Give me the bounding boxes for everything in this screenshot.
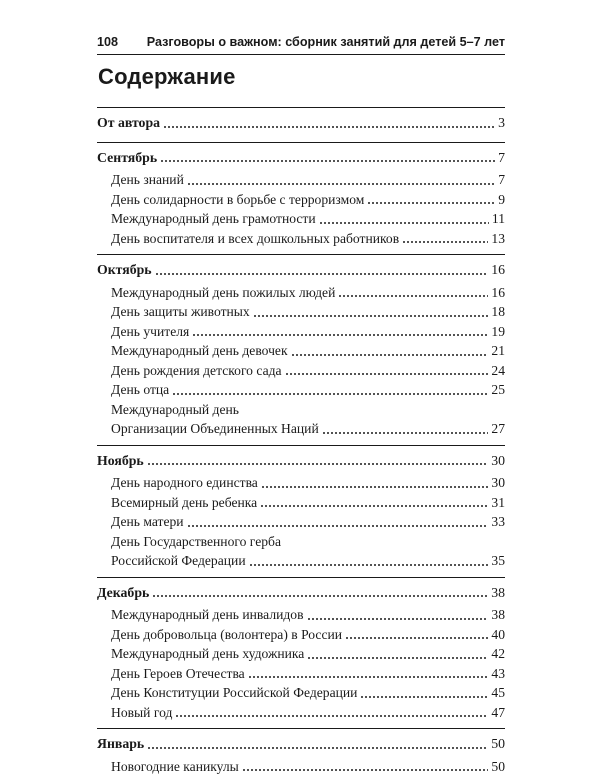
entry-page-number: 35 <box>491 553 505 568</box>
dot-leader <box>152 595 488 597</box>
entry-page-number: 38 <box>491 607 505 622</box>
dot-leader <box>172 393 488 395</box>
dot-leader <box>319 222 489 224</box>
dot-leader <box>187 525 489 527</box>
running-title: Разговоры о важном: сборник занятий для детей 5–7 лет <box>146 35 505 49</box>
toc-entry <box>97 361 505 381</box>
dot-leader <box>307 657 488 659</box>
section-title: От автора <box>97 115 161 130</box>
dot-leader <box>163 126 495 128</box>
entry-title: Международный день пожилых людей <box>111 284 336 300</box>
dot-leader <box>402 241 488 243</box>
entry-page-number: 43 <box>491 665 505 681</box>
toc-entry <box>97 283 505 303</box>
entry-page-number: 40 <box>491 626 505 642</box>
toc-entry <box>97 170 505 190</box>
page-title: Содержание <box>98 64 236 89</box>
entry-title: Всемирный день ребенка <box>111 494 258 510</box>
entry-title: День воспитателя и всех дошкольных работников <box>111 230 400 246</box>
toc-section-heading <box>97 113 505 133</box>
toc-entry <box>97 229 505 249</box>
dot-leader <box>192 334 488 336</box>
toc-entry <box>97 683 505 703</box>
entry-page-number: 42 <box>491 646 505 661</box>
section-page-number: 3 <box>498 115 505 130</box>
dot-leader <box>291 354 489 356</box>
toc-section-heading <box>97 260 505 280</box>
toc-entry <box>97 625 505 645</box>
dot-leader <box>147 463 489 465</box>
section-title: Декабрь <box>97 584 150 600</box>
dot-leader <box>367 202 495 204</box>
toc-section <box>97 142 505 255</box>
entry-title: Международный день инвалидов <box>111 607 304 622</box>
toc-section <box>97 445 505 577</box>
dot-leader <box>360 696 488 698</box>
entry-title: Российской Федерации <box>111 553 246 568</box>
entry-page-number: 33 <box>491 514 505 529</box>
dot-leader <box>249 564 489 566</box>
toc-entry <box>97 209 505 229</box>
section-title: Октябрь <box>97 262 152 277</box>
dot-leader <box>155 273 489 275</box>
toc-section <box>97 728 505 782</box>
toc-entry <box>97 605 505 625</box>
dot-leader <box>147 747 488 749</box>
entry-page-number: 47 <box>491 704 505 720</box>
entry-page-number: 24 <box>491 362 505 378</box>
entry-title: День добровольца (волонтера) в России <box>111 626 343 642</box>
entry-page-number: 31 <box>491 494 505 510</box>
entry-page-number: 30 <box>491 475 505 490</box>
dot-leader <box>285 373 489 375</box>
entry-page-number: 11 <box>491 211 505 226</box>
entry-title: Международный день художника <box>111 646 305 661</box>
toc-entry <box>97 341 505 361</box>
entry-title: День отца <box>111 382 170 397</box>
toc-entry <box>97 302 505 322</box>
toc-section-heading <box>97 148 505 168</box>
toc-entry <box>97 493 505 513</box>
entry-page-number: 50 <box>491 758 505 774</box>
toc-section-heading <box>97 583 505 603</box>
entry-title: День Героев Отечества <box>111 665 245 681</box>
section-page-number: 30 <box>491 452 505 468</box>
entry-page-number: 9 <box>498 191 505 207</box>
entry-title: Международный день грамотности <box>111 211 316 226</box>
toc-entry <box>97 664 505 684</box>
dot-leader <box>345 637 488 639</box>
entry-title: День учителя <box>111 323 190 339</box>
dot-leader <box>248 676 489 678</box>
page-number: 108 <box>97 35 119 49</box>
dot-leader <box>175 715 488 717</box>
toc-entry <box>97 644 505 664</box>
entry-page-number: 25 <box>491 382 505 397</box>
entry-page-number: 18 <box>491 304 505 319</box>
toc-entry <box>97 473 505 493</box>
dot-leader <box>338 295 488 297</box>
entry-page-number: 7 <box>498 172 505 187</box>
header-rule <box>97 54 505 55</box>
dot-leader <box>322 432 489 434</box>
dot-leader <box>187 183 495 185</box>
entry-page-number: 19 <box>491 323 505 339</box>
entry-title: День народного единства <box>111 475 258 490</box>
entry-title: Новогодние каникулы <box>111 758 239 774</box>
entry-title: Новый год <box>111 704 173 720</box>
entry-title: День защиты животных <box>111 304 250 319</box>
section-page-number: 50 <box>491 736 505 751</box>
entry-title: Организации Объединенных Наций <box>111 421 319 436</box>
dot-leader <box>261 486 489 488</box>
dot-leader <box>242 769 489 771</box>
toc-entry <box>97 512 505 532</box>
running-header <box>97 31 505 53</box>
entry-title: День Конституции Российской Федерации <box>111 685 358 700</box>
entry-page-number: 16 <box>491 284 505 300</box>
toc-entry <box>97 190 505 210</box>
toc-section-heading <box>97 451 505 471</box>
entry-title: День солидарности в борьбе с терроризмом <box>111 191 365 207</box>
entry-title: День матери <box>111 514 184 529</box>
section-title: Январь <box>97 736 145 751</box>
dot-leader <box>160 160 495 162</box>
entry-title: День знаний <box>111 172 184 187</box>
entry-page-number: 13 <box>491 230 505 246</box>
dot-leader <box>260 505 488 507</box>
dot-leader <box>307 618 489 620</box>
entry-title: День рождения детского сада <box>111 362 282 378</box>
entry-page-number: 21 <box>491 343 505 358</box>
toc-section <box>97 577 505 729</box>
section-title: Сентябрь <box>97 149 158 165</box>
table-of-contents <box>97 107 505 782</box>
toc-entry-first-line: День Государственного герба <box>111 533 281 549</box>
section-page-number: 7 <box>498 149 505 165</box>
toc-entry <box>97 380 505 400</box>
entry-page-number: 27 <box>491 421 505 436</box>
section-title: Ноябрь <box>97 452 144 468</box>
toc-entry <box>97 757 505 777</box>
section-page-number: 16 <box>491 262 505 277</box>
toc-entry-first-line: Международный день <box>111 401 239 417</box>
entry-page-number: 45 <box>491 685 505 700</box>
toc-section <box>97 107 505 142</box>
toc-entry <box>97 322 505 342</box>
toc-section <box>97 254 505 445</box>
toc-entry <box>97 703 505 723</box>
toc-entry <box>97 419 505 439</box>
entry-title: Международный день девочек <box>111 343 288 358</box>
section-page-number: 38 <box>491 584 505 600</box>
dot-leader <box>253 315 489 317</box>
toc-entry <box>97 551 505 571</box>
toc-section-heading <box>97 734 505 754</box>
